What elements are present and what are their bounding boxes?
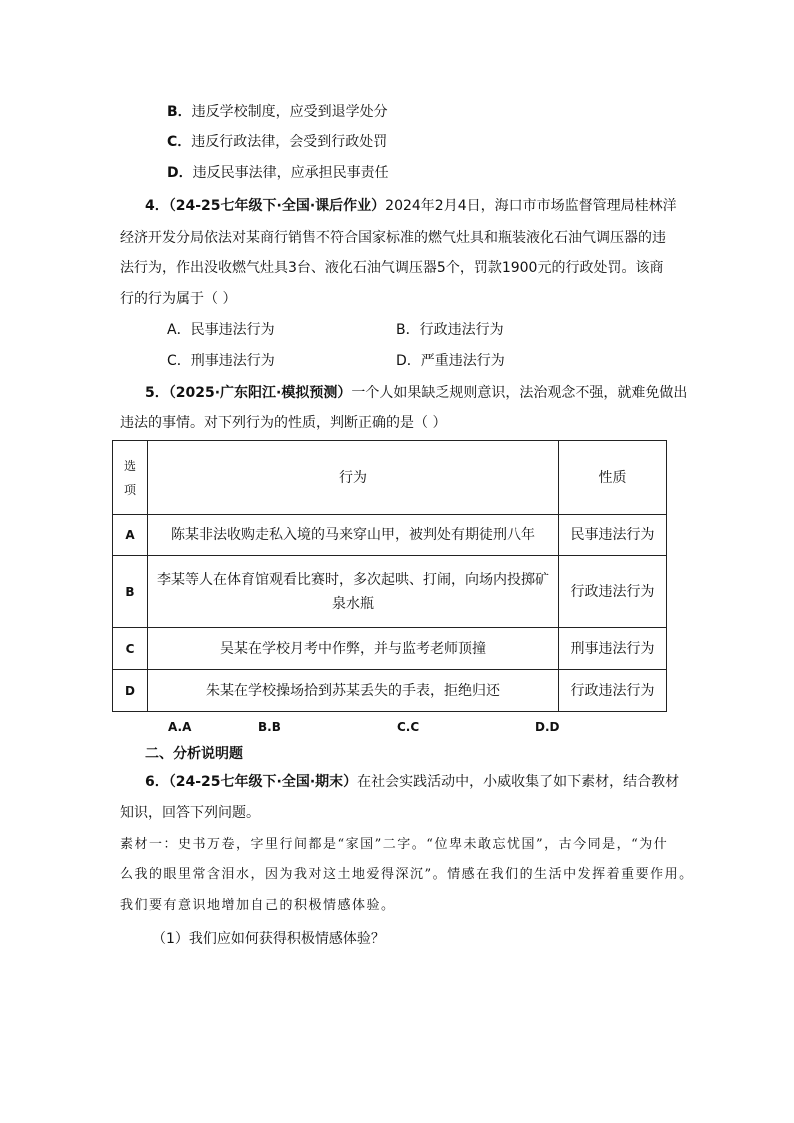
q6-stem-line1 <box>145 772 679 792</box>
q3-option-d-key: D． <box>167 165 193 181</box>
q4-text-line3: 法行为，作出没收燃气灶具3台、液化石油气调压器5个，罚款1900元的行政处罚。该商 <box>120 260 664 276</box>
q3-option-c-key: C． <box>167 134 192 150</box>
q4-option-d <box>396 351 505 371</box>
header-option-b: 项 <box>123 482 136 497</box>
q5-answer-d: D.D <box>535 720 560 734</box>
q3-option-b-text: 违反学校制度，应受到退学处分 <box>191 104 388 120</box>
header-behavior: 行为 <box>148 441 559 515</box>
q6-number: 6． <box>145 774 169 790</box>
q3-option-b <box>167 102 388 122</box>
material-line1: 素材一：史书万卷，字里行间都是“家国”二字。“位卑未敢忘忧国”，古今同是，“为什 <box>120 837 669 852</box>
q5-number: 5． <box>145 385 169 401</box>
q4-option-b-text: 行政违法行为 <box>419 322 504 338</box>
q4-option-d-text: 严重违法行为 <box>420 353 505 369</box>
q3-option-d-text: 违反民事法律，应承担民事责任 <box>192 165 389 181</box>
q4-option-b <box>396 320 504 340</box>
q4-text-line2: 经济开发分局依法对某商行销售不符合国家标准的燃气灶具和瓶装液化石油气调压器的违 <box>120 230 666 246</box>
q4-stem-line1 <box>145 196 677 216</box>
q6-text-line2: 知识，回答下列问题。 <box>120 805 260 821</box>
q3-option-c <box>167 132 387 152</box>
table-row <box>113 628 667 670</box>
q5-text-line1: 一个人如果缺乏规则意识，法治观念不强，就难免做出 <box>351 385 688 401</box>
row-b-behavior-line1: 李某等人在体育馆观看比赛时，多次起哄、打闹，向场内投掷矿 <box>157 571 549 588</box>
q4-option-d-key: D． <box>396 353 421 369</box>
header-option <box>113 441 148 515</box>
q3-option-c-text: 违反行政法律，会受到行政处罚 <box>191 134 388 150</box>
q5-answer-b: B.B <box>258 720 281 734</box>
q4-number: 4． <box>145 198 169 214</box>
material-line2: 么我的眼里常含泪水，因为我对这土地爱得深沉”。情感在我们的生活中发挥着重要作用。 <box>120 867 694 882</box>
q5-text-line2: 违法的事情。对下列行为的性质，判断正确的是（ ） <box>120 415 447 431</box>
table-row <box>113 515 667 556</box>
q5-stem-line1 <box>145 383 687 403</box>
row-b-behavior-line2: 泉水瓶 <box>332 595 374 612</box>
q4-option-a-key: A． <box>167 322 191 338</box>
table-header-row <box>113 441 667 515</box>
q4-source: （24-25七年级下·全国·课后作业） <box>168 198 386 214</box>
q4-option-a <box>167 320 275 340</box>
row-b-option: B <box>113 556 148 628</box>
row-a-nature: 民事违法行为 <box>559 515 667 556</box>
q5-answer-c: C.C <box>397 720 420 734</box>
row-b-behavior <box>148 556 559 628</box>
row-a-behavior: 陈某非法收购走私入境的马来穿山甲，被判处有期徒刑八年 <box>148 515 559 556</box>
header-nature: 性质 <box>559 441 667 515</box>
header-option-a: 选 <box>123 458 136 473</box>
q4-option-c-key: C． <box>167 353 191 369</box>
q6-text-line1: 在社会实践活动中，小威收集了如下素材，结合教材 <box>357 774 680 790</box>
row-c-option: C <box>113 628 148 670</box>
row-b-nature: 行政违法行为 <box>559 556 667 628</box>
q4-option-c-text: 刑事违法行为 <box>190 353 275 369</box>
section-title: 二、分析说明题 <box>145 746 243 762</box>
q4-option-b-key: B． <box>396 322 420 338</box>
q4-text-line1: 2024年2月4日，海口市市场监督管理局桂林洋 <box>385 198 677 214</box>
row-c-behavior: 吴某在学校月考中作弊，并与监考老师顶撞 <box>148 628 559 670</box>
table-row <box>113 556 667 628</box>
q5-source: （2025·广东阳江·模拟预测） <box>168 385 352 401</box>
q6-sub1: （1）我们应如何获得积极情感体验？ <box>152 931 385 947</box>
q3-option-d <box>167 163 389 183</box>
table-row <box>113 670 667 712</box>
q5-table <box>112 440 667 712</box>
row-a-option: A <box>113 515 148 556</box>
row-d-option: D <box>113 670 148 712</box>
q4-text-line4: 行的行为属于（ ） <box>120 291 237 307</box>
q4-option-c <box>167 351 275 371</box>
row-c-nature: 刑事违法行为 <box>559 628 667 670</box>
q3-option-b-key: B． <box>167 104 192 120</box>
q4-option-a-text: 民事违法行为 <box>190 322 275 338</box>
row-d-behavior: 朱某在学校操场拾到苏某丢失的手表，拒绝归还 <box>148 670 559 712</box>
q6-source: （24-25七年级下·全国·期末） <box>168 774 358 790</box>
material-line3: 我们要有意识地增加自己的积极情感体验。 <box>120 898 396 913</box>
row-d-nature: 行政违法行为 <box>559 670 667 712</box>
q5-answer-a: A.A <box>168 720 192 734</box>
